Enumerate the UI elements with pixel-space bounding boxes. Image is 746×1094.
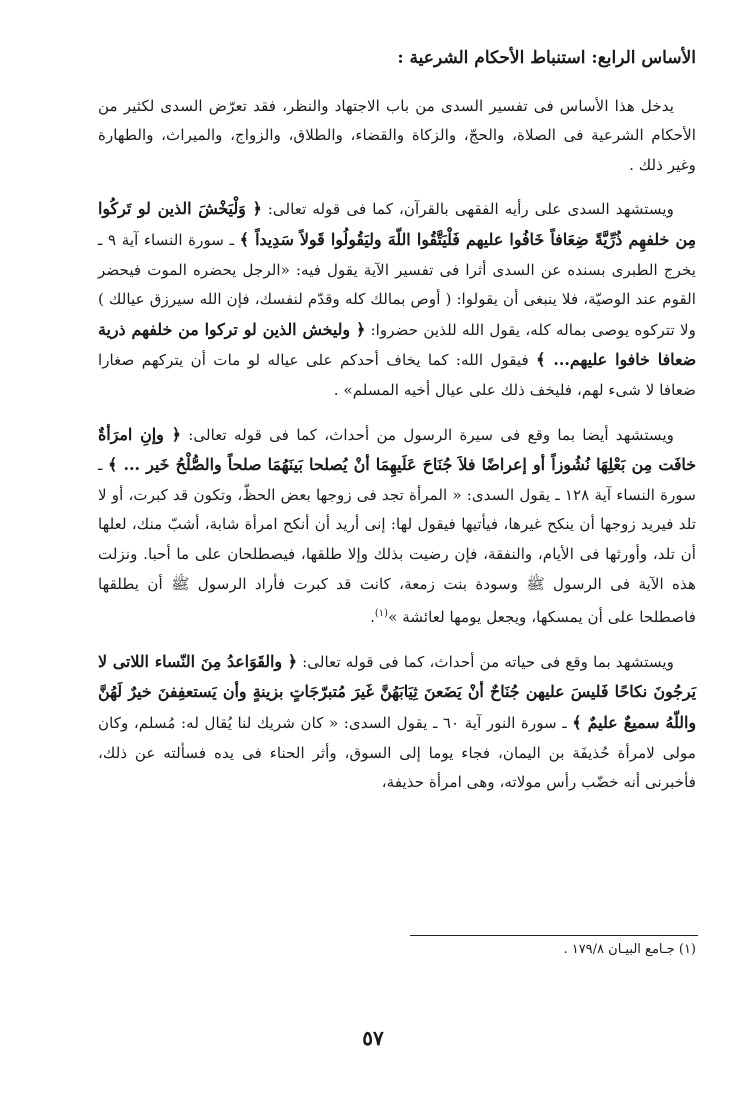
paragraph-2-intro: ويستشهد السدى على رأيه الفقهى بالقرآن، كما فى قوله تعالى:	[267, 200, 674, 219]
footnote-reference[interactable]: (١)	[374, 608, 389, 620]
page-body	[98, 40, 696, 812]
paragraph-2-commentary: ـ سورة النساء آية ٩ ـ يخرج الطبرى بسنده عن السدى أثرا فى تفسير الآية يقول فيه: «الرجل يحضره الموت فيحضر القوم عند الوصيّة، فلا ينبغى أن يقولوا: ( أوص بمالك كله وقدّم لنفسك، فإن الله سيرزق عيالك ) ولا تتركوه يوصى بماله كله، يقول الله للذين حضروا:	[98, 230, 696, 339]
quran-verse: ﴿ وليخش الذين لو تركوا من خلفهم ذرية ضعافا خافوا عليهم... ﴾	[98, 319, 696, 370]
paragraph-4-intro: ويستشهد بما وقع فى حياته من أحداث، كما فى قوله تعالى:	[302, 652, 674, 671]
paragraph-1-text: يدخل هذا الأساس فى تفسير السدى من باب الاجتهاد والنظر، فقد تعرّض السدى لكثير من الأحكام الشرعية فى الصلاة، والحجّ، والزكاة والقضاء، والطلاق، والزواج، والميراث، والطهارة وغير ذلك .	[98, 96, 696, 174]
section-heading: الأساس الرابع: استنباط الأحكام الشرعية :	[397, 48, 696, 68]
paragraph-3-intro: ويستشهد أيضا بما وقع فى سيرة الرسول من أحداث، كما فى قوله تعالى:	[188, 425, 675, 444]
footnote: (١) جـامع البيـان ١٧٩/٨ .	[563, 942, 696, 957]
paragraph-1	[98, 92, 696, 181]
paragraph-2	[98, 194, 696, 405]
paragraph-2-conclusion: فيقول الله: كما يخاف أحدكم على عياله لو مات أن يتركهم صغارا ضعافا لا شىء لهم، فليخف ذلك على عيال أخيه المسلم» .	[98, 351, 696, 399]
quran-verse: ﴿ وإنِ امرَأةٌ خافَت مِن بَعْلِهَا نُشُوزاً أو إعراضًا فلاَ جُنَاحَ عَلَيهِمَا أنْ يُصلحا بَينَهُمَا صلحاً والصُّلْحُ خَير ... ﴾	[98, 424, 696, 475]
quran-verse: ﴿ وَلْيَخْشَ الذين لو تَركُوا مِن خلفهِم ذُرِّيَّةً ضِعَافاً خَافُوا عليهم فَلْيَتَّقُوا اللّهَ وليَقُولُوا قَولاً سَدِيداً ﴾	[98, 199, 697, 249]
page-number: ٥٧	[362, 1026, 384, 1050]
paragraph-4-commentary: ـ سورة النور آية ٦٠ ـ يقول السدى: « كان شريك لنا يُقال له: مُسلم، وكان مولى لامرأة حُذيفَة بن اليمان، فجاء يوما إلى السوق، وأثر الحناء فى يده فسألته عن ذلك، فأخبرنى أنه خضّب رأس مولاته، وهى امرأة حذيفة،	[98, 713, 696, 792]
paragraph-3-commentary: ـ سورة النساء آية ١٢٨ ـ يقول السدى: « المرأة تجد فى زوجها بعض الحظّ، وتكون قد كبرت، أو لا تلد فيريد زوجها أن ينكح غيرها، فيأتيها فيقول لها: إنى أريد أن أنكح امرأة شابة، أشبّ منك، لعلها أن تلد، وأورثها فى الأيام، والنفقة، فإن رضيت بذلك وإلا طلقها، فيصطلحان على ما أحبا. ونزلت هذه الآية فى الرسول ﷺ وسودة بنت زمعة، كانت قد كبرت فأراد الرسول ﷺ أن يطلقها فاصطلحا على أن يمسكها، ويجعل يومها لعائشة »	[98, 456, 696, 627]
paragraph-3-end: .	[370, 608, 375, 627]
paragraph-3	[98, 420, 696, 633]
footnote-divider	[410, 935, 698, 936]
quran-verse: ﴿ والقَوَاعدُ مِنَ النّساء اللاتى لا يَرجُونَ نكاحًا فَليسَ عليهن جُنَاحٌ أنْ يَضَعنَ ثِيَابَهُنَّ غَيرَ مُتبرّجَاتٍ بزينةٍ وأن يَستعفِفنَ خيرٌ لَهُنَّ واللّهُ سميعٌ عليمٌ ﴾	[98, 651, 697, 732]
paragraph-4	[98, 647, 696, 798]
